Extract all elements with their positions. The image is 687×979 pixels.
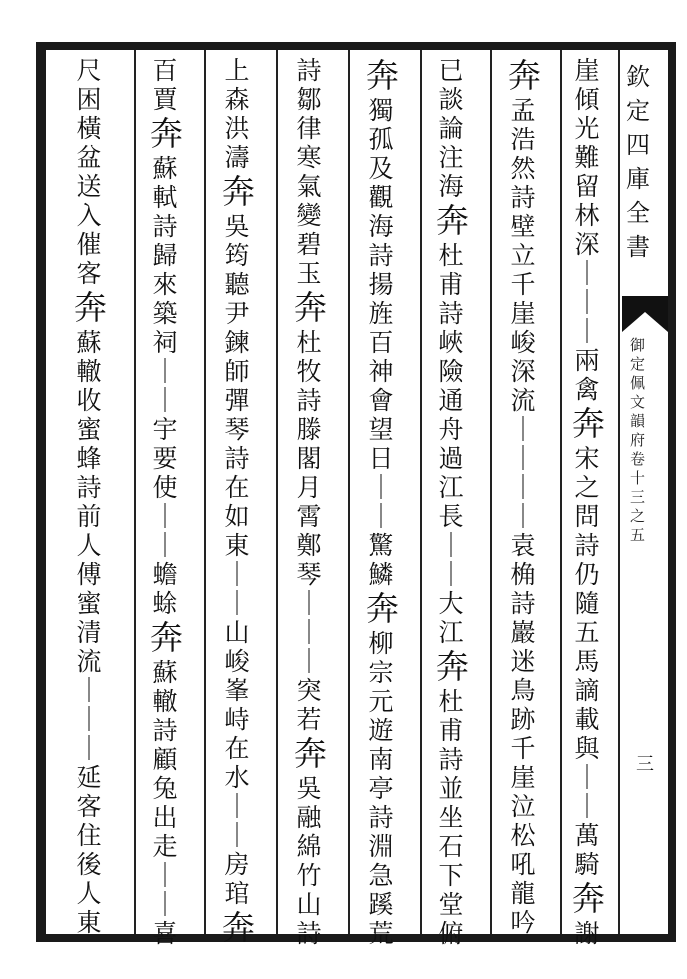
glyph: 迷 [510, 647, 536, 676]
glyph: 韻 [630, 412, 646, 430]
glyph: 走 [152, 832, 178, 861]
glyph: ｜ [152, 502, 178, 531]
glyph: 及 [368, 154, 394, 183]
glyph: 已 [438, 56, 464, 85]
glyph: 坐 [438, 803, 464, 832]
glyph: 揚 [368, 270, 394, 299]
glyph: 軾 [152, 183, 178, 212]
fishtail-mark-icon [622, 296, 668, 332]
glyph: 甫 [438, 716, 464, 745]
glyph: 與 [574, 734, 600, 763]
glyph: 亭 [368, 774, 394, 803]
glyph: 詩 [296, 386, 322, 415]
glyph: 房 [224, 850, 250, 879]
frame-left-border [36, 42, 46, 942]
glyph: 五 [574, 618, 600, 647]
column-rule [490, 50, 492, 934]
glyph: 騎 [574, 850, 600, 879]
glyph: 詩 [296, 56, 322, 85]
glyph: 山 [224, 618, 250, 647]
glyph: 欽 [626, 63, 650, 91]
glyph: 歸 [152, 241, 178, 270]
glyph: 五 [630, 526, 646, 544]
glyph: 使 [152, 473, 178, 502]
glyph: 傅 [76, 560, 102, 589]
glyph: 客 [76, 792, 102, 821]
glyph: 奔 [366, 589, 399, 628]
glyph: 綿 [296, 832, 322, 861]
glyph: 奔 [222, 908, 255, 947]
glyph: 滕 [296, 415, 322, 444]
glyph: 祠 [152, 328, 178, 357]
glyph: 住 [76, 821, 102, 850]
glyph: ｜ [574, 792, 600, 821]
glyph: 蘇 [152, 154, 178, 183]
glyph: 奔 [150, 114, 183, 153]
glyph: 延 [76, 763, 102, 792]
glyph: 佩 [630, 374, 646, 392]
glyph: 蜂 [76, 444, 102, 473]
glyph: 舟 [438, 415, 464, 444]
column-rule [276, 50, 278, 934]
glyph: 林 [574, 201, 600, 230]
glyph: 催 [76, 230, 102, 259]
glyph: 聽 [224, 270, 250, 299]
glyph: 峙 [224, 705, 250, 734]
glyph: ｜ [368, 502, 394, 531]
glyph: 定 [630, 355, 646, 373]
glyph: 奔 [572, 404, 605, 443]
margin-subtitle [630, 336, 645, 545]
glyph: ｜ [224, 821, 250, 850]
glyph: ｜ [152, 531, 178, 560]
glyph: 奔 [508, 56, 541, 95]
glyph: 盆 [76, 143, 102, 172]
glyph: 巖 [510, 618, 536, 647]
glyph: 賈 [152, 85, 178, 114]
glyph: 遊 [368, 716, 394, 745]
glyph: 並 [438, 774, 464, 803]
glyph: 融 [296, 803, 322, 832]
glyph: 鍊 [224, 328, 250, 357]
glyph: 注 [438, 143, 464, 172]
glyph: 跡 [510, 705, 536, 734]
glyph: 洪 [224, 114, 250, 143]
glyph: 月 [296, 473, 322, 502]
glyph: 江 [438, 473, 464, 502]
glyph: 望 [368, 415, 394, 444]
glyph: 松 [510, 821, 536, 850]
glyph: 峽 [438, 328, 464, 357]
frame-top-border [36, 42, 676, 50]
glyph: 泣 [510, 792, 536, 821]
text-column-6 [222, 56, 255, 948]
glyph: ｜ [152, 890, 178, 919]
glyph: ｜ [296, 647, 322, 676]
glyph: 送 [76, 172, 102, 201]
glyph: 下 [438, 861, 464, 890]
glyph: 水 [224, 763, 250, 792]
glyph: ｜ [368, 473, 394, 502]
glyph: 人 [76, 531, 102, 560]
glyph: 森 [224, 85, 250, 114]
glyph: 尹 [224, 299, 250, 328]
glyph: 書 [626, 233, 650, 261]
glyph: 全 [626, 199, 650, 227]
text-column-1 [572, 56, 605, 948]
glyph: 在 [224, 473, 250, 502]
glyph: 奔 [366, 56, 399, 95]
glyph: 俯 [438, 919, 464, 948]
glyph: 筠 [224, 241, 250, 270]
glyph: ｜ [574, 259, 600, 288]
text-column-3 [436, 56, 469, 948]
glyph: ｜ [574, 288, 600, 317]
glyph: 吳 [224, 212, 250, 241]
glyph: 長 [438, 502, 464, 531]
glyph: 立 [510, 241, 536, 270]
glyph: 閣 [296, 444, 322, 473]
glyph: 府 [630, 431, 646, 449]
glyph: 師 [224, 357, 250, 386]
glyph: 袁 [510, 531, 536, 560]
glyph: 流 [510, 386, 536, 415]
glyph: 入 [76, 201, 102, 230]
glyph: 蹊 [368, 890, 394, 919]
glyph: 江 [438, 618, 464, 647]
glyph: 鳥 [510, 676, 536, 705]
glyph: 峻 [510, 328, 536, 357]
column-rule [618, 50, 620, 934]
glyph: 前 [76, 502, 102, 531]
glyph: ｜ [76, 705, 102, 734]
glyph: 牧 [296, 357, 322, 386]
glyph: 定 [626, 97, 650, 125]
glyph: 馬 [574, 647, 600, 676]
glyph: 石 [438, 832, 464, 861]
glyph: 驚 [368, 531, 394, 560]
glyph: 大 [438, 589, 464, 618]
glyph: 轍 [76, 357, 102, 386]
glyph: 人 [76, 879, 102, 908]
glyph: 收 [76, 386, 102, 415]
glyph: 問 [574, 502, 600, 531]
glyph: 蜜 [76, 415, 102, 444]
glyph: 隨 [574, 589, 600, 618]
text-column-5 [294, 56, 327, 948]
glyph: 東 [224, 531, 250, 560]
glyph: 困 [76, 85, 102, 114]
glyph: 之 [630, 507, 646, 525]
column-rule [420, 50, 422, 934]
glyph: 通 [438, 386, 464, 415]
glyph: 變 [296, 201, 322, 230]
glyph: ｜ [152, 386, 178, 415]
glyph: 御 [630, 336, 646, 354]
glyph: 鄒 [296, 85, 322, 114]
glyph: 謝 [574, 919, 600, 948]
glyph: 如 [224, 502, 250, 531]
glyph: 海 [368, 212, 394, 241]
glyph: 宗 [368, 658, 394, 687]
glyph: 霄 [296, 502, 322, 531]
glyph: 詩 [510, 589, 536, 618]
glyph: 詩 [152, 212, 178, 241]
glyph: ｜ [76, 676, 102, 705]
glyph: 律 [296, 114, 322, 143]
glyph: 顧 [152, 745, 178, 774]
glyph: 險 [438, 357, 464, 386]
glyph: 百 [368, 328, 394, 357]
glyph: 光 [574, 114, 600, 143]
glyph: 觀 [368, 183, 394, 212]
glyph: 濤 [224, 143, 250, 172]
column-rule [560, 50, 562, 934]
column-rule [134, 50, 136, 934]
glyph: 奔 [150, 618, 183, 657]
frame-right-border [668, 42, 676, 942]
glyph: 千 [510, 734, 536, 763]
glyph: 謫 [574, 676, 600, 705]
glyph: 碧 [296, 230, 322, 259]
glyph: 詩 [510, 183, 536, 212]
glyph: 會 [368, 386, 394, 415]
glyph: 喜 [152, 919, 178, 948]
glyph: 詩 [438, 745, 464, 774]
glyph: 吟 [510, 908, 536, 937]
glyph: 流 [76, 647, 102, 676]
glyph: 海 [438, 172, 464, 201]
glyph: 過 [438, 444, 464, 473]
glyph: 桷 [510, 560, 536, 589]
glyph: 奔 [436, 201, 469, 240]
column-rule [348, 50, 350, 934]
glyph: 玉 [296, 259, 322, 288]
glyph: 吳 [296, 774, 322, 803]
glyph: 龍 [510, 879, 536, 908]
glyph: 蘇 [76, 328, 102, 357]
text-column-7 [150, 56, 183, 948]
margin-page-number: 三 [636, 754, 654, 775]
glyph: 詩 [224, 444, 250, 473]
glyph: 神 [368, 357, 394, 386]
glyph: 轍 [152, 687, 178, 716]
column-rule [204, 50, 206, 934]
text-column-4 [366, 56, 399, 948]
glyph: 若 [296, 705, 322, 734]
glyph: 宋 [574, 444, 600, 473]
glyph: 要 [152, 444, 178, 473]
glyph: 談 [438, 85, 464, 114]
glyph: 詩 [368, 241, 394, 270]
glyph: 山 [296, 890, 322, 919]
glyph: 竹 [296, 861, 322, 890]
glyph: 奔 [222, 172, 255, 211]
glyph: ｜ [438, 560, 464, 589]
glyph: 庫 [626, 165, 650, 193]
glyph: ｜ [510, 502, 536, 531]
glyph: ｜ [510, 415, 536, 444]
glyph: 突 [296, 676, 322, 705]
glyph: 孟 [510, 96, 536, 125]
glyph: 奔 [294, 734, 327, 773]
glyph: 詩 [76, 473, 102, 502]
glyph: 淵 [368, 832, 394, 861]
glyph: 然 [510, 154, 536, 183]
glyph: 蟾 [152, 560, 178, 589]
glyph: 三 [630, 488, 646, 506]
glyph: 彈 [224, 386, 250, 415]
glyph: 在 [224, 734, 250, 763]
glyph: 深 [574, 230, 600, 259]
glyph: 崖 [510, 299, 536, 328]
glyph: ｜ [224, 792, 250, 821]
glyph: 蜜 [76, 589, 102, 618]
glyph: 獨 [368, 96, 394, 125]
glyph: 詩 [438, 299, 464, 328]
glyph: 日 [368, 444, 394, 473]
glyph: 元 [368, 687, 394, 716]
glyph: 杜 [296, 328, 322, 357]
glyph: 萬 [574, 821, 600, 850]
glyph: ｜ [76, 734, 102, 763]
glyph: ｜ [152, 861, 178, 890]
glyph: 詩 [574, 531, 600, 560]
glyph: ｜ [152, 357, 178, 386]
glyph: 急 [368, 861, 394, 890]
glyph: 尺 [76, 56, 102, 85]
glyph: 荒 [368, 919, 394, 948]
glyph: 十 [630, 469, 646, 487]
glyph: 蘇 [152, 658, 178, 687]
glyph: 壁 [510, 212, 536, 241]
glyph: 崖 [574, 56, 600, 85]
glyph: 蜍 [152, 589, 178, 618]
glyph: 宇 [152, 415, 178, 444]
glyph: 客 [76, 259, 102, 288]
glyph: 來 [152, 270, 178, 299]
glyph: 論 [438, 114, 464, 143]
glyph: 奔 [294, 288, 327, 327]
glyph: 傾 [574, 85, 600, 114]
glyph: 氣 [296, 172, 322, 201]
glyph: 橫 [76, 114, 102, 143]
glyph: 崖 [510, 763, 536, 792]
glyph: 峻 [224, 647, 250, 676]
glyph: 峯 [224, 676, 250, 705]
glyph: 堂 [438, 890, 464, 919]
glyph: ｜ [438, 531, 464, 560]
glyph: 浩 [510, 125, 536, 154]
glyph: 琴 [224, 415, 250, 444]
glyph: 詩 [296, 919, 322, 948]
glyph: ｜ [574, 763, 600, 792]
glyph: 詩 [368, 803, 394, 832]
glyph: ｜ [296, 618, 322, 647]
text-column-8 [74, 56, 107, 937]
glyph: ｜ [510, 473, 536, 502]
margin-title [626, 60, 650, 264]
glyph: 旌 [368, 299, 394, 328]
glyph: 清 [76, 618, 102, 647]
glyph: 杜 [438, 687, 464, 716]
glyph: 卷 [630, 450, 646, 468]
glyph: 上 [224, 56, 250, 85]
glyph: 之 [574, 473, 600, 502]
glyph: 孤 [368, 125, 394, 154]
glyph: ｜ [574, 317, 600, 346]
glyph: 鱗 [368, 560, 394, 589]
glyph: 四 [626, 131, 650, 159]
glyph: 奔 [436, 647, 469, 686]
glyph: 留 [574, 172, 600, 201]
glyph: 柳 [368, 629, 394, 658]
glyph: 文 [630, 393, 646, 411]
glyph: 深 [510, 357, 536, 386]
glyph: 琴 [296, 560, 322, 589]
glyph: 禽 [574, 375, 600, 404]
glyph: 難 [574, 143, 600, 172]
glyph: 兩 [574, 346, 600, 375]
glyph: 南 [368, 745, 394, 774]
glyph: 兔 [152, 774, 178, 803]
glyph: 百 [152, 56, 178, 85]
glyph: 載 [574, 705, 600, 734]
glyph: 東 [76, 908, 102, 937]
glyph: 築 [152, 299, 178, 328]
glyph: ｜ [224, 560, 250, 589]
glyph: 出 [152, 803, 178, 832]
glyph: 千 [510, 270, 536, 299]
glyph: 鄭 [296, 531, 322, 560]
glyph: ｜ [510, 444, 536, 473]
glyph: ｜ [296, 589, 322, 618]
glyph: 奔 [74, 288, 107, 327]
glyph: 詩 [152, 716, 178, 745]
glyph: 寒 [296, 143, 322, 172]
glyph: 琯 [224, 879, 250, 908]
glyph: 吼 [510, 850, 536, 879]
glyph: 杜 [438, 241, 464, 270]
glyph: 奔 [572, 879, 605, 918]
glyph: 後 [76, 850, 102, 879]
glyph: 甫 [438, 270, 464, 299]
glyph: 仍 [574, 560, 600, 589]
glyph: ｜ [224, 589, 250, 618]
text-column-2 [508, 56, 541, 937]
